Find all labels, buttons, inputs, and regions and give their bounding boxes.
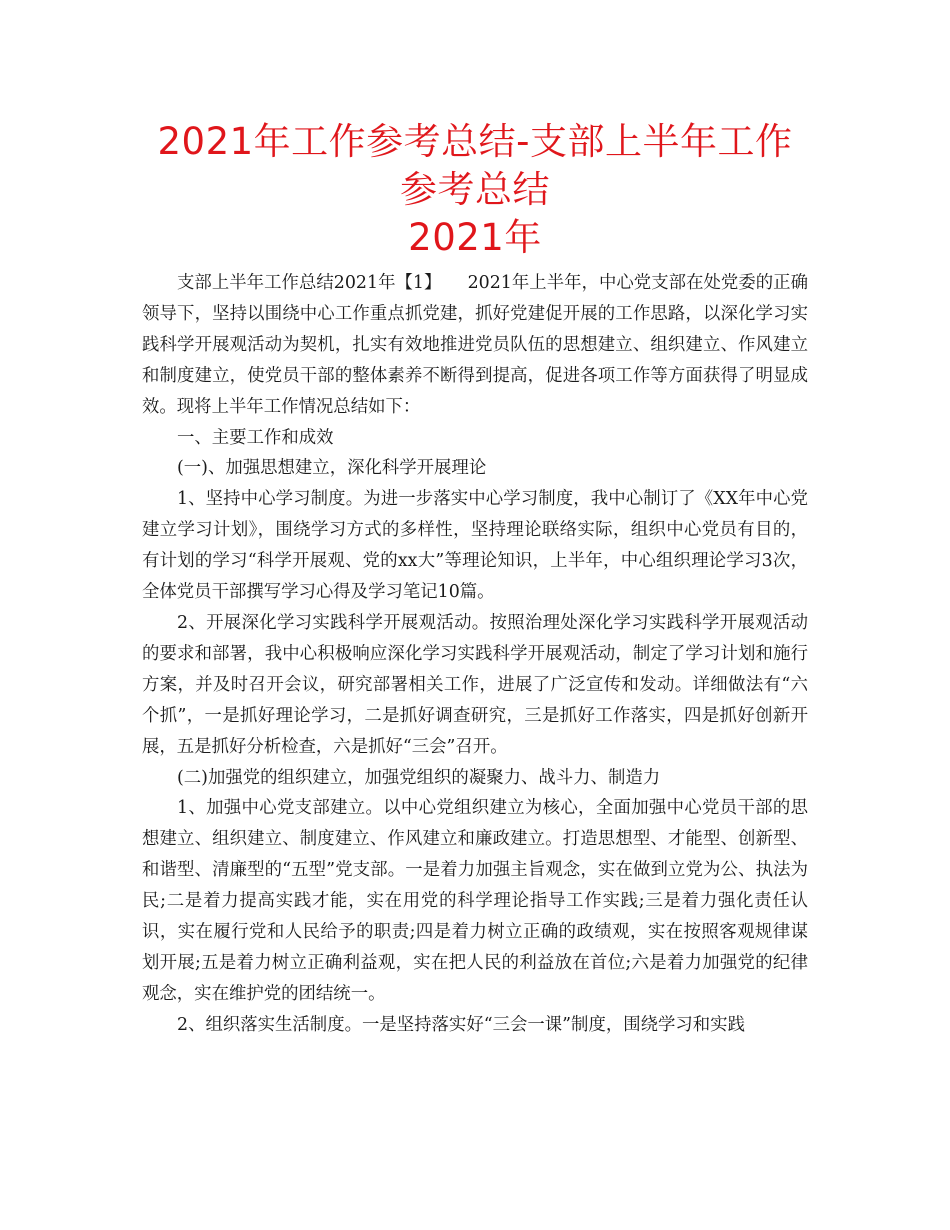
paragraph-branch-building: 1、加强中心党支部建立。以中心党组织建立为核心，全面加强中心党员干部的思想建立、组织建立、制度建立、作风建立和廉政建立。打造思想型、才能型、创新型、和谐型、清廉型的“五型”党支部。一是着力加强主旨观念，实在做到立党为公、执法为民;二是着力提高实践才能，实在用党的科学理论指导工作实践;三是着力强化责任认识，实在履行党和人民给予的职责;四是着力树立正确的政绩观，实在按照客观规律谋划开展;五是着力树立正确利益观，实在把人民的利益放在首位;六是着力加强党的纪律观念，实在维护党的团结统一。 bbox=[142, 798, 808, 1004]
document-body bbox=[142, 268, 808, 1041]
paragraph-study-system: 1、坚持中心学习制度。为进一步落实中心学习制度，我中心制订了《XX年中心党建立学习计划》，围绕学习方式的多样性，坚持理论联络实际，组织中心党员有目的，有计划的学习“科学开展观、党的xx大”等理论知识，上半年，中心组织理论学习3次，全体党员干部撰写学习心得及学习笔记10篇。 bbox=[142, 489, 808, 603]
heading-main-work: 一、主要工作和成效 bbox=[177, 427, 334, 448]
paragraph-life-system: 2、组织落实生活制度。一是坚持落实好“三会一课”制度，围绕学习和实践 bbox=[177, 1014, 745, 1035]
document-title bbox=[142, 118, 808, 262]
heading-section-2: (二)加强党的组织建立，加强党组织的凝聚力、战斗力、制造力 bbox=[177, 767, 661, 788]
paragraph-intro: 支部上半年工作总结2021年【1】 2021年上半年，中心党支部在处党委的正确领导下，坚持以围绕中心工作重点抓党建，抓好党建促开展的工作思路，以深化学习实践科学开展观活动为契机，扎实有效地推进党员队伍的思想建立、组织建立、作风建立和制度建立，使党员干部的整体素养不断得到提高，促进各项工作等方面获得了明显成效。现将上半年工作情况总结如下： bbox=[142, 273, 808, 417]
heading-section-1: (一)、加强思想建立，深化科学开展理论 bbox=[177, 458, 487, 479]
title-line-2: 2021年 bbox=[408, 216, 542, 259]
title-line-1: 2021年工作参考总结-支部上半年工作参考总结 bbox=[157, 120, 793, 211]
paragraph-practice-activity: 2、开展深化学习实践科学开展观活动。按照治理处深化学习实践科学开展观活动的要求和部署，我中心积极响应深化学习实践科学开展观活动，制定了学习计划和施行方案，并及时召开会议，研究部署相关工作，进展了广泛宣传和发动。详细做法有“六个抓”，一是抓好理论学习，二是抓好调查研究，三是抓好工作落实，四是抓好创新开展，五是抓好分析检查，六是抓好“三会”召开。 bbox=[142, 612, 808, 757]
